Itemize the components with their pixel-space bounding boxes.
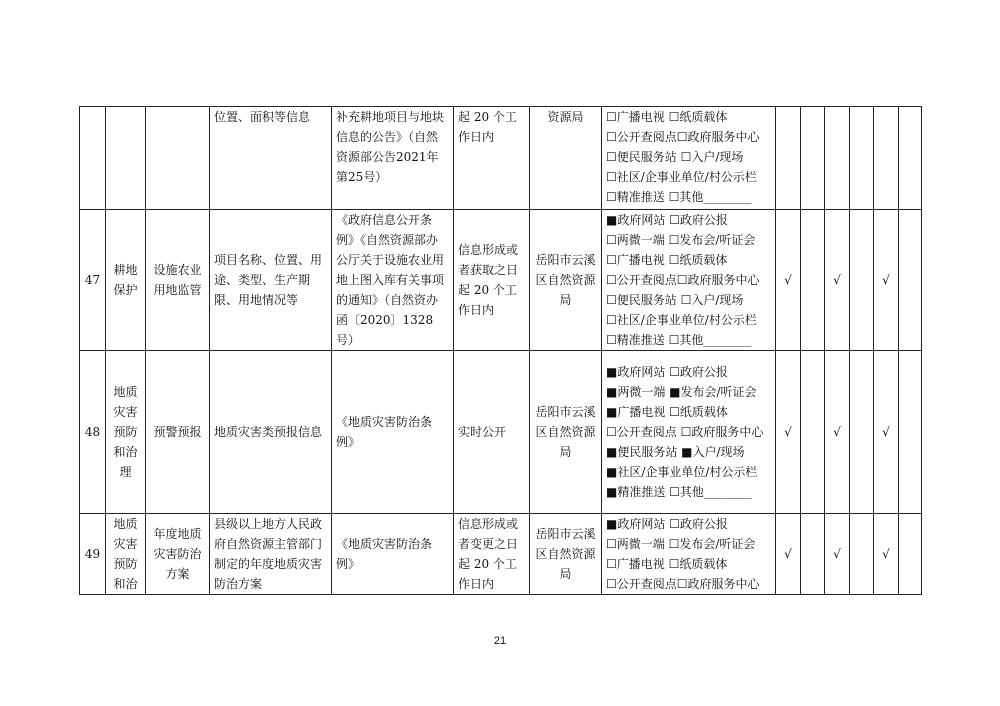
- table-row: [80, 210, 922, 351]
- row-number: 47: [80, 210, 106, 351]
- disclosure-timeline: 实时公开: [454, 351, 530, 514]
- table-row: [80, 514, 922, 595]
- disclosure-channels: [602, 210, 776, 351]
- check-mark: √: [874, 514, 899, 595]
- check-mark: [801, 107, 825, 210]
- check-mark: [776, 107, 801, 210]
- sub-item: [146, 107, 210, 210]
- channel-line: ☐广播电视 ☐纸质载体: [606, 110, 728, 124]
- check-mark: [874, 107, 899, 210]
- sub-item: 设施农业用地监管: [146, 210, 210, 351]
- check-mark: √: [825, 210, 850, 351]
- row-number: 49: [80, 514, 106, 595]
- check-mark: √: [776, 351, 801, 514]
- channel-line: ■政府网站 ☐政府公报: [606, 517, 728, 531]
- channel-line: ☐公开查阅点 ☐政府服务中心: [606, 425, 764, 439]
- table-row: [80, 351, 922, 514]
- item-category: 地质灾害预防和治: [106, 514, 146, 595]
- check-mark: [850, 351, 874, 514]
- page-number: 21: [493, 635, 507, 647]
- disclosure-channels: [602, 514, 776, 595]
- disclosure-basis: 《地质灾害防治条例》: [332, 351, 454, 514]
- row-number: 48: [80, 351, 106, 514]
- channel-line: ☐精准推送 ☐其他________: [606, 333, 752, 347]
- channel-line: ☐精准推送 ☐其他________: [606, 190, 752, 204]
- sub-item: 预警预报: [146, 351, 210, 514]
- channel-line: ■便民服务站 ■入户/现场: [606, 445, 745, 459]
- responsible-dept: 资源局: [530, 107, 602, 210]
- check-mark: [850, 107, 874, 210]
- disclosure-table: [79, 106, 922, 595]
- channel-line: ■政府网站 ☐政府公报: [606, 365, 728, 379]
- channel-line: ☐公开查阅点☐政府服务中心: [606, 130, 760, 144]
- check-mark: [825, 107, 850, 210]
- disclosure-basis: 《地质灾害防治条例》: [332, 514, 454, 595]
- check-mark: √: [776, 514, 801, 595]
- check-mark: [899, 210, 922, 351]
- disclosure-content: 位置、面积等信息: [210, 107, 332, 210]
- channel-line: ■政府网站 ☐政府公报: [606, 213, 728, 227]
- channel-line: ☐两微一端 ☐发布会/听证会: [606, 537, 756, 551]
- responsible-dept: 岳阳市云溪区自然资源局: [530, 210, 602, 351]
- check-mark: √: [874, 351, 899, 514]
- disclosure-content: 县级以上地方人民政府自然资源主管部门制定的年度地质灾害防治方案: [210, 514, 332, 595]
- check-mark: [801, 351, 825, 514]
- channel-line: ☐便民服务站 ☐入户/现场: [606, 150, 744, 164]
- disclosure-timeline: 信息形成或者变更之日起 20 个工作日内: [454, 514, 530, 595]
- check-mark: [899, 351, 922, 514]
- channel-line: ☐广播电视 ☐纸质载体: [606, 253, 728, 267]
- disclosure-channels: [602, 107, 776, 210]
- disclosure-basis: 《政府信息公开条例》《自然资源部办公厅关于设施农业用地上图入库有关事项的通知》（自然资办函〔2020〕1328号）: [332, 210, 454, 351]
- channel-line: ☐两微一端 ☐发布会/听证会: [606, 233, 756, 247]
- check-mark: [850, 210, 874, 351]
- channel-line: ■广播电视 ☐纸质载体: [606, 405, 728, 419]
- check-mark: [801, 210, 825, 351]
- responsible-dept: 岳阳市云溪区自然资源局: [530, 514, 602, 595]
- item-category: 耕地保护: [106, 210, 146, 351]
- channel-line: ☐便民服务站 ☐入户/现场: [606, 293, 744, 307]
- check-mark: [899, 514, 922, 595]
- check-mark: [899, 107, 922, 210]
- disclosure-basis: 补充耕地项目与地块信息的公告》（自然资源部公告2021年第25号）: [332, 107, 454, 210]
- check-mark: √: [776, 210, 801, 351]
- channel-line: ■两微一端 ■发布会/听证会: [606, 385, 757, 399]
- table-row: [80, 107, 922, 210]
- channel-line: ■社区/企事业单位/村公示栏: [606, 465, 758, 479]
- disclosure-channels: [602, 351, 776, 514]
- sub-item: 年度地质灾害防治方案: [146, 514, 210, 595]
- item-category: 地质灾害预防和治理: [106, 351, 146, 514]
- channel-line: ☐社区/企事业单位/村公示栏: [606, 170, 757, 184]
- check-mark: √: [874, 210, 899, 351]
- disclosure-content: 项目名称、位置、用途、类型、生产期限、用地情况等: [210, 210, 332, 351]
- check-mark: √: [825, 514, 850, 595]
- item-category: [106, 107, 146, 210]
- channel-line: ☐社区/企事业单位/村公示栏: [606, 313, 757, 327]
- channel-line: ☐公开查阅点☐政府服务中心: [606, 577, 760, 591]
- channel-line: ☐公开查阅点☐政府服务中心: [606, 273, 760, 287]
- check-mark: √: [825, 351, 850, 514]
- channel-line: ■精准推送 ☐其他________: [606, 485, 752, 499]
- disclosure-content: 地质灾害类预报信息: [210, 351, 332, 514]
- disclosure-timeline: 起 20 个工作日内: [454, 107, 530, 210]
- channel-line: ☐广播电视 ☐纸质载体: [606, 557, 728, 571]
- check-mark: [850, 514, 874, 595]
- responsible-dept: 岳阳市云溪区自然资源局: [530, 351, 602, 514]
- row-number: [80, 107, 106, 210]
- disclosure-timeline: 信息形成或者获取之日起 20 个工作日内: [454, 210, 530, 351]
- check-mark: [801, 514, 825, 595]
